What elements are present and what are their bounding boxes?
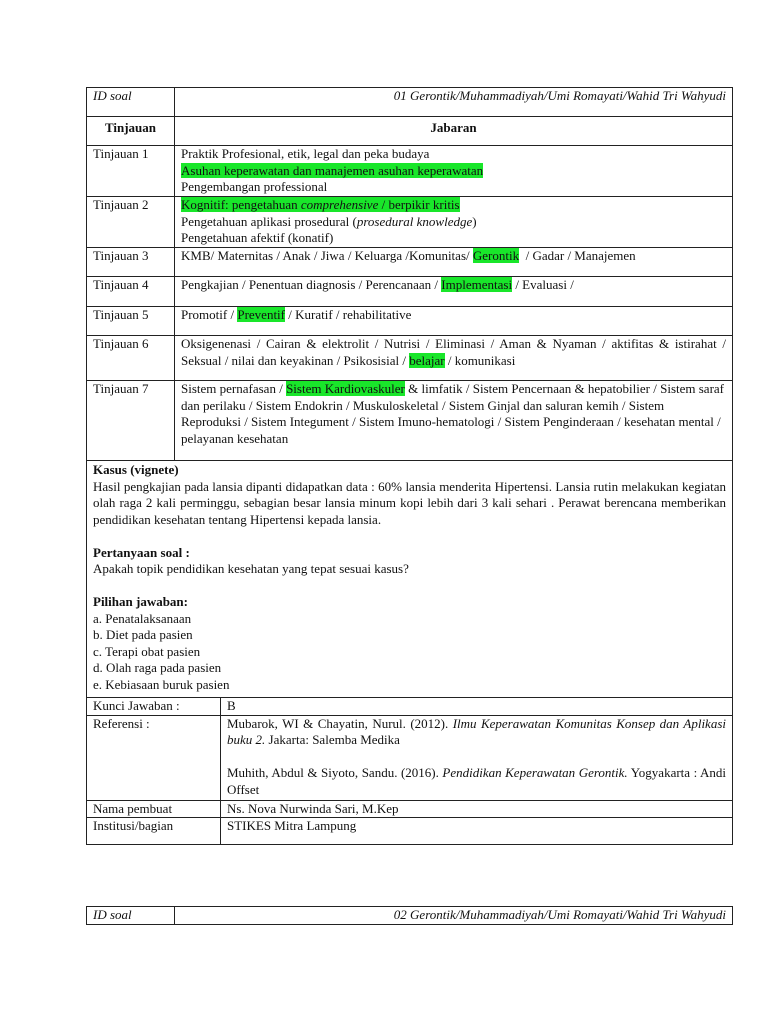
t4-highlight: Implementasi — [441, 277, 513, 292]
pembuat-value: Ns. Nova Nurwinda Sari, M.Kep — [221, 800, 733, 818]
question-table-1 — [86, 87, 733, 845]
pertanyaan-text: Apakah topik pendidikan kesehatan yang tepat sesuai kasus? — [93, 561, 409, 576]
ref2-authors: Muhith, Abdul & Siyoto, Sandu. (2016). — [227, 765, 443, 780]
t2-l1b: comprehensive — [300, 197, 379, 212]
t2-l2b: prosedural knowledge — [356, 213, 473, 229]
tinjauan-7-label: Tinjauan 7 — [87, 381, 175, 461]
t3-pre: KMB/ Maternitas / Anak / Jiwa / Keluarga /Komunitas/ — [181, 248, 473, 263]
t6-post: / komunikasi — [444, 352, 516, 368]
option-e: e. Kebiasaan buruk pasien — [93, 676, 230, 692]
id2-label: ID soal — [87, 907, 175, 925]
ref1-title: Ilmu Keperawatan Komunitas Konsep dan Aplikasi buku 2. — [227, 715, 726, 747]
kasus-title: Kasus (vignete) — [93, 462, 179, 477]
tinjauan-4-content — [175, 277, 733, 307]
id-value: 01 Gerontik/Muhammadiyah/Umi Romayati/Wahid Tri Wahyudi — [175, 88, 733, 117]
ref2-publisher: Yogyakarta : Andi Offset — [227, 765, 726, 797]
referensi-content — [221, 715, 733, 800]
t7-pre: Sistem pernafasan / — [181, 381, 287, 396]
kunci-label: Kunci Jawaban : — [87, 698, 221, 716]
institusi-label: Institusi/bagian — [87, 818, 221, 845]
option-b: b. Diet pada pasien — [93, 627, 193, 642]
t2-l2a: Pengetahuan aplikasi prosedural ( — [181, 213, 357, 229]
tinjauan-6-label: Tinjauan 6 — [87, 336, 175, 381]
tinjauan-3-content — [175, 248, 733, 277]
t2-l1a: Kognitif: pengetahuan — [181, 197, 301, 212]
tinjauan-3-label: Tinjauan 3 — [87, 248, 175, 277]
tinjauan-1-label: Tinjauan 1 — [87, 146, 175, 197]
tinjauan-6-content — [175, 336, 733, 381]
ref1-authors: Mubarok, WI & Chayatin, Nurul. (2012). — [227, 715, 453, 731]
tinjauan-2-label: Tinjauan 2 — [87, 197, 175, 248]
t4-post: / Evaluasi / — [512, 277, 574, 292]
t5-pre: Promotif / — [181, 307, 238, 322]
t1-line2-highlight: Asuhan keperawatan dan manajemen asuhan keperawatan — [181, 162, 484, 178]
header-tinjauan: Tinjauan — [87, 117, 175, 146]
t6-pre: Oksigenenasi / Cairan & elektrolit / Nutrisi / Eliminasi / Aman & Nyaman / aktifitas & istirahat / Seksual / nilai dan keyakinan / Psikosisial / — [181, 336, 726, 368]
id-label: ID soal — [87, 88, 175, 117]
ref2-title: Pendidikan Keperawatan Gerontik. — [442, 765, 628, 780]
t2-l2c: ) — [472, 213, 477, 229]
t4-pre: Pengkajian / Penentuan diagnosis / Perencanaan / — [181, 277, 442, 292]
option-c: c. Terapi obat pasien — [93, 643, 201, 659]
pembuat-label: Nama pembuat — [87, 800, 221, 818]
tinjauan-5-label: Tinjauan 5 — [87, 307, 175, 336]
t1-line3: Pengembangan professional — [181, 179, 328, 194]
option-a: a. Penatalaksanaan — [93, 610, 192, 626]
pertanyaan-title: Pertanyaan soal : — [93, 544, 190, 560]
vignette-block — [87, 461, 733, 698]
t5-post: / Kuratif / rehabilitative — [285, 307, 412, 322]
ref1-publisher: Jakarta: Salemba Medika — [265, 732, 400, 747]
kasus-text: Hasil pengkajian pada lansia dipanti didapatkan data : 60% lansia menderita Hipertensi. Lansia rutin melakukan kegiatan olah raga 2 kali perminggu, sebagian besar lansia minum kopi lebih dari 3 kali sehari . Perawat berencana memberikan pendidikan kesehatan tentang Hipertensi kepada lansia. — [93, 478, 726, 527]
institusi-value: STIKES Mitra Lampung — [221, 818, 733, 845]
t2-l1c: / berpikir kritis — [378, 197, 460, 212]
pilihan-title: Pilihan jawaban: — [93, 594, 188, 609]
t3-highlight: Gerontik — [472, 248, 520, 263]
t7-post: & limfatik / Sistem Pencernaan & hepatobilier / Sistem saraf dan perilaku / Sistem Endokrin / Muskuloskeletal / Sistem Ginjal dan saluran kemih / Sistem Reproduksi / Sistem Integument / Sistem Imuno-hematologi / Sistem Penginderaan / kesehatan mental / pelayanan kesehatan — [181, 381, 725, 446]
t5-highlight: Preventif — [237, 307, 285, 322]
id2-value: 02 Gerontik/Muhammadiyah/Umi Romayati/Wahid Tri Wahyudi — [175, 907, 733, 925]
t7-highlight: Sistem Kardiovaskuler — [286, 381, 405, 396]
header-jabaran: Jabaran — [175, 117, 733, 146]
tinjauan-1-content — [175, 146, 733, 197]
referensi-label: Referensi : — [87, 715, 221, 800]
t3-post: / Gadar / Manajemen — [519, 248, 636, 263]
tinjauan-7-content — [175, 381, 733, 461]
question-table-2 — [86, 906, 733, 925]
kunci-value: B — [221, 698, 733, 716]
tinjauan-5-content — [175, 307, 733, 336]
t6-highlight: belajar — [409, 352, 445, 368]
tinjauan-4-label: Tinjauan 4 — [87, 277, 175, 307]
tinjauan-2-content — [175, 197, 733, 248]
option-d: d. Olah raga pada pasien — [93, 660, 222, 675]
t1-line1: Praktik Profesional, etik, legal dan peka budaya — [181, 146, 430, 161]
t2-line3: Pengetahuan afektif (konatif) — [181, 230, 334, 245]
